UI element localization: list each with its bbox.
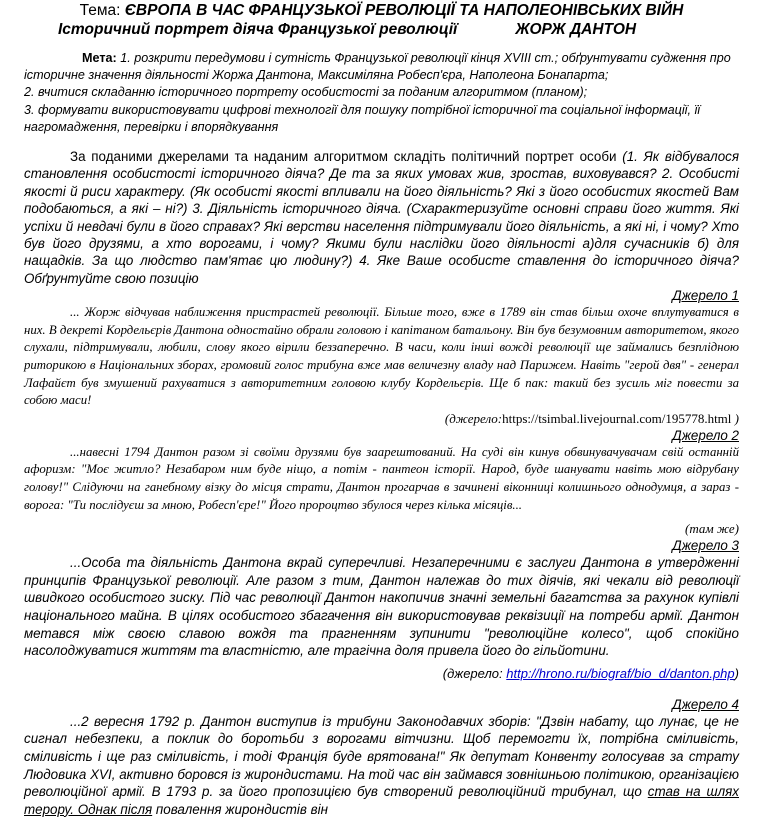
source-2-title: Джерело 2: [672, 427, 739, 443]
person-name: ЖОРЖ ДАНТОН: [515, 21, 637, 38]
source-2-ref: (там же): [685, 521, 739, 537]
task-body: (1. Як відбувалося становлення особистості історичного діяча? Де та за яких умовах жив, зростав, виховувався? 2. Особисті якості й риси характеру. (Як особисті якості впливали на його діяльність? Які з його особистих якостей Вам подобаються, а які – ні?) 3. Діяльність історичного діяча. (Схарактеризуйте основні справи його життя. Які успіхи й невдачі були в його справах? Які верстви населення підтримували його діяльність, а які ні, і чому? Хто був його друзями, а хто ворогами, і чому? Якими були наслідки його діяльності а)для сучасників б) для нащадків. За що людство пам'ятає цю людину?) 4. Яке Ваше особисте ставлення до історичного діяча? Обґрунтуйте свою позицію: [24, 149, 739, 286]
source-4-title: Джерело 4: [672, 696, 739, 712]
source-1-url[interactable]: https://tsimbal.livejournal.com/195778.html: [502, 410, 732, 426]
theme-line: [24, 1, 739, 20]
task-lead: За поданими джерелами та наданим алгоритмом складіть політичний портрет особи: [70, 149, 623, 165]
source-4-underlined: став на шлях терору. Однак після: [24, 784, 739, 817]
task-paragraph: [24, 148, 739, 287]
source-1-text: ... Жорж відчував наближення пристрастей революції. Більше того, вже в 1789 він став більш охоче вплутуватися в них. В декреті Кордельєрів Дантона одностайно обрали головою і капітаном батальону. Він був безумовним авторитетом, якого слухали, підтримували, любили, слову якого вірили беззаперечно. В часи, коли інші вожді революції ще займались безплідною риторикою в Національних зборах, громовий голос трибуна вже мав величезну владу над Парижем. Навіть "герой двя" - генерал Лафайєт був змушений рахуватися з авторитетним головою клубу Кордельєрів. Ще б пак: такий без зусиль міг повести за собою маси!: [24, 305, 739, 408]
goal-2: 2. вчитися складанню історичного портрету особистості за поданим алгоритмом (планом);: [24, 85, 588, 100]
goals-label: Мета:: [82, 51, 117, 65]
goal-1: Мета: 1. розкрити передумови і сутність Французької революції кінця XVIII ст.; обґрунтувати судження про історичне значення діяльності Жоржа Дантона, Максиміляна Робесп'єра, Наполеона Бонапарта;: [24, 51, 731, 83]
source-1-title: Джерело 1: [672, 288, 739, 304]
subtitle-line: [58, 20, 739, 39]
source-3-text: ...Особа та діяльність Дантона вкрай суперечливі. Незаперечними є заслуги Дантона в утвердженні принципів Французької революції. Але разом з тим, Дантон належав до тих діячів, які чекали від революції швидкого особистого зиску. Під час революції Дантон накопичив значні земельні багатства за рахунок купівлі національного майна. В цілях особистого збагачення він використовував реквізиції на потреби армії. Дантон метався між своєю славою вождя та прагненням зупинити "революційне колесо", щоб спокійно насолоджуватися життям та властністю, але трагічна доля привела його до гільйотини.: [24, 555, 739, 659]
source-1-ref: (джерело:https://tsimbal.livejournal.com/195778.html ): [444, 410, 739, 426]
source-2-text: ...навесні 1794 Дантон разом зі своїми друзями був заарештований. На суді він кинув обвинувачувачам свій останній афоризм: "Моє житло? Незабаром ним буде ніщо, а потім - пантеон історії. Народ, буде шанувати навіть мою відрубану голову!" Слідуючи на ганебному візку до місця страти, Дантон прогарчав в зачинені віконниці колишнього однодумця, а зараз - ворога: "Ти послідуєш за мною, Робесп'єре!" Його пророцтво збулося через кілька місяців...: [24, 444, 739, 512]
subtitle: Історичний портрет діяча Французької революції: [58, 21, 458, 38]
goal-3: 3. формувати використовувати цифрові технології для пошуку потрібної історичної та соціальної інформації, її нагромадження, перевірки і впорядкування: [24, 102, 701, 134]
source-3-title: Джерело 3: [672, 538, 739, 554]
source-3-ref: (джерело: http://hrono.ru/biograf/bio_d/danton.php): [442, 665, 739, 681]
source-4-text: ...2 вересня 1792 р. Дантон виступив із трибуни Законодавчих зборів: "Дзвін набату, що лунає, це не сигнал небезпеки, а поклик до боротьби з ворогами вітчизни. Щоб перемогти їх, потрібна сміливість, сміливість і ще раз сміливість, і тоді Франція буде врятована!" Як депутат Конвенту голосував за страту Людовика XVI, активно боровся із жирондистами. На той час він займався зовнішньою політикою, організацією революційної армії. В 1793 р. за його пропозицією був створений революційний трибунал, що став на шлях терору. Однак після повалення жирондистів він: [24, 713, 739, 817]
source-3-url[interactable]: http://hrono.ru/biograf/bio_d/danton.php: [506, 665, 735, 681]
theme-label: Тема:: [79, 2, 125, 19]
theme-text: ЄВРОПА В ЧАС ФРАНЦУЗЬКОЇ РЕВОЛЮЦІЇ ТА НАПОЛЕОНІВСЬКИХ ВІЙН: [124, 2, 684, 19]
goals-block: [24, 50, 739, 136]
